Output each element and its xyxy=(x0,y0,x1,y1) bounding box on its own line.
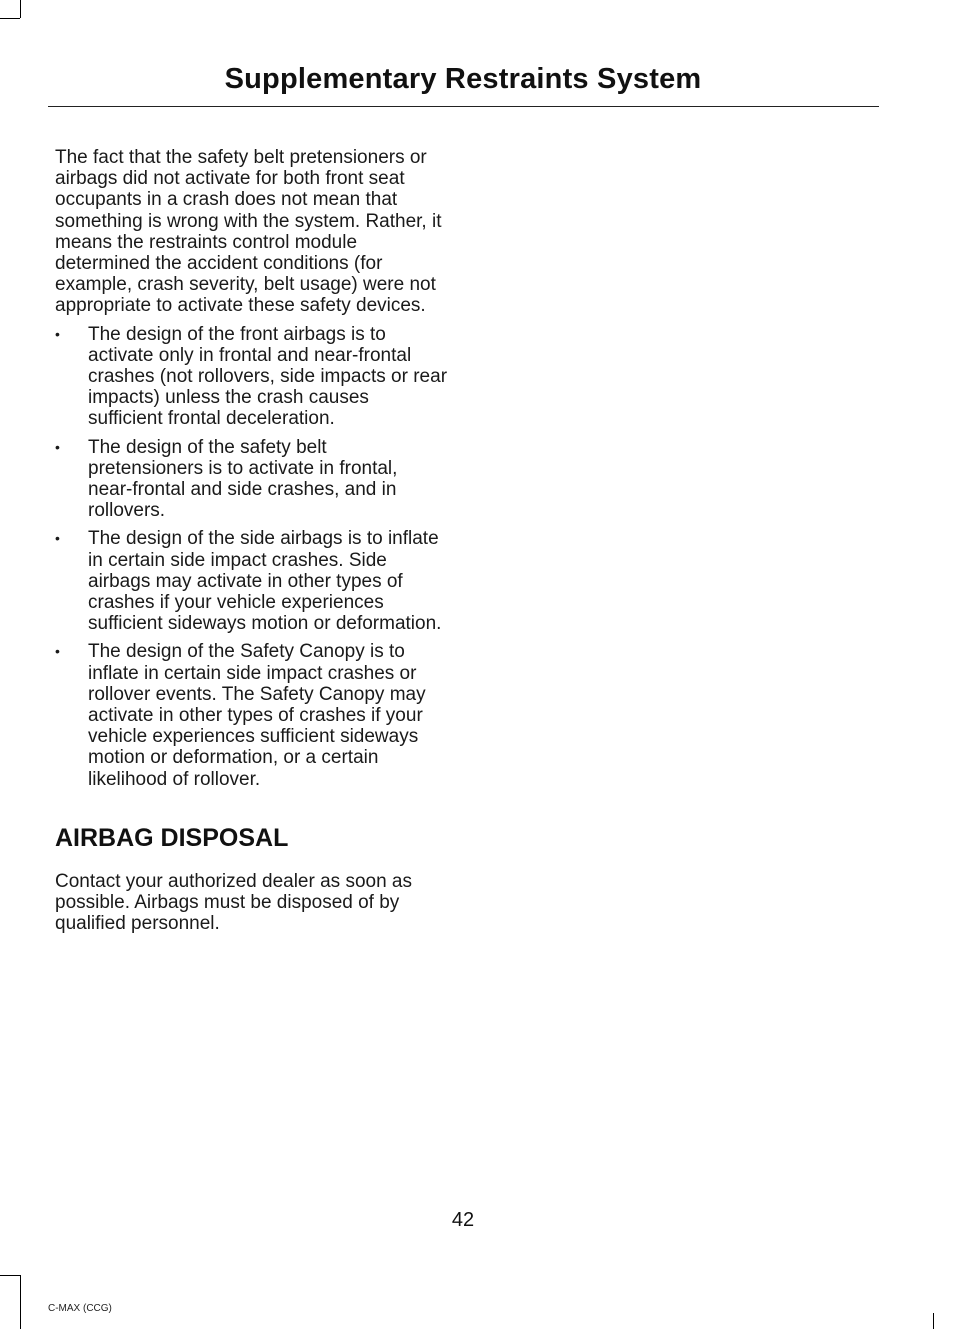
list-item xyxy=(55,437,447,522)
crop-mark-bottom-left-horizontal xyxy=(0,1275,20,1276)
bullet-icon: • xyxy=(55,325,60,342)
bullet-list xyxy=(55,324,447,790)
section-heading: AIRBAG DISPOSAL xyxy=(55,823,289,852)
intro-paragraph: The fact that the safety belt pretensioners or airbags did not activate for both front seat occupants in a crash does not mean that something is wrong with the system. Rather, it means the restraints control module determined the accident conditions (for example, crash severity, belt usage) were not appropriate to activate these safety devices. xyxy=(55,147,442,317)
main-column xyxy=(55,147,447,935)
list-item xyxy=(55,324,447,430)
list-item xyxy=(55,528,447,634)
crop-mark-bottom-right-vertical xyxy=(933,1313,934,1329)
header-divider xyxy=(48,106,879,107)
list-item xyxy=(55,641,447,789)
bullet-icon: • xyxy=(55,438,60,455)
document-code: C-MAX (CCG) xyxy=(48,1303,112,1314)
list-item-text: The design of the Safety Canopy is to inflate in certain side impact crashes or rollover events. The Safety Canopy may activate in other types of crashes if your vehicle experiences sufficient sideways motion or deformation, or a certain likelihood of rollover. xyxy=(88,641,426,790)
page-number: 42 xyxy=(451,1209,475,1231)
section-paragraph: Contact your authorized dealer as soon as possible. Airbags must be disposed of by qualified personnel. xyxy=(55,870,412,935)
crop-mark-top-left-horizontal xyxy=(0,18,20,19)
list-item-text: The design of the side airbags is to inflate in certain side impact crashes. Side airbags may activate in other types of crashes if your vehicle experiences sufficient sideways motion or deformation. xyxy=(88,528,442,635)
page-title: Supplementary Restraints System xyxy=(224,63,702,95)
list-item-text: The design of the safety belt pretensioners is to activate in frontal, near-frontal and side crashes, and in rollovers. xyxy=(88,436,398,522)
crop-mark-bottom-left-vertical xyxy=(20,1275,21,1329)
list-item-text: The design of the front airbags is to activate only in frontal and near-frontal crashes (not rollovers, side impacts or rear impacts) unless the crash causes sufficient frontal deceleration. xyxy=(88,323,448,430)
bullet-icon: • xyxy=(55,530,60,547)
crop-mark-top-left-vertical xyxy=(20,0,21,18)
bullet-icon: • xyxy=(55,643,60,660)
